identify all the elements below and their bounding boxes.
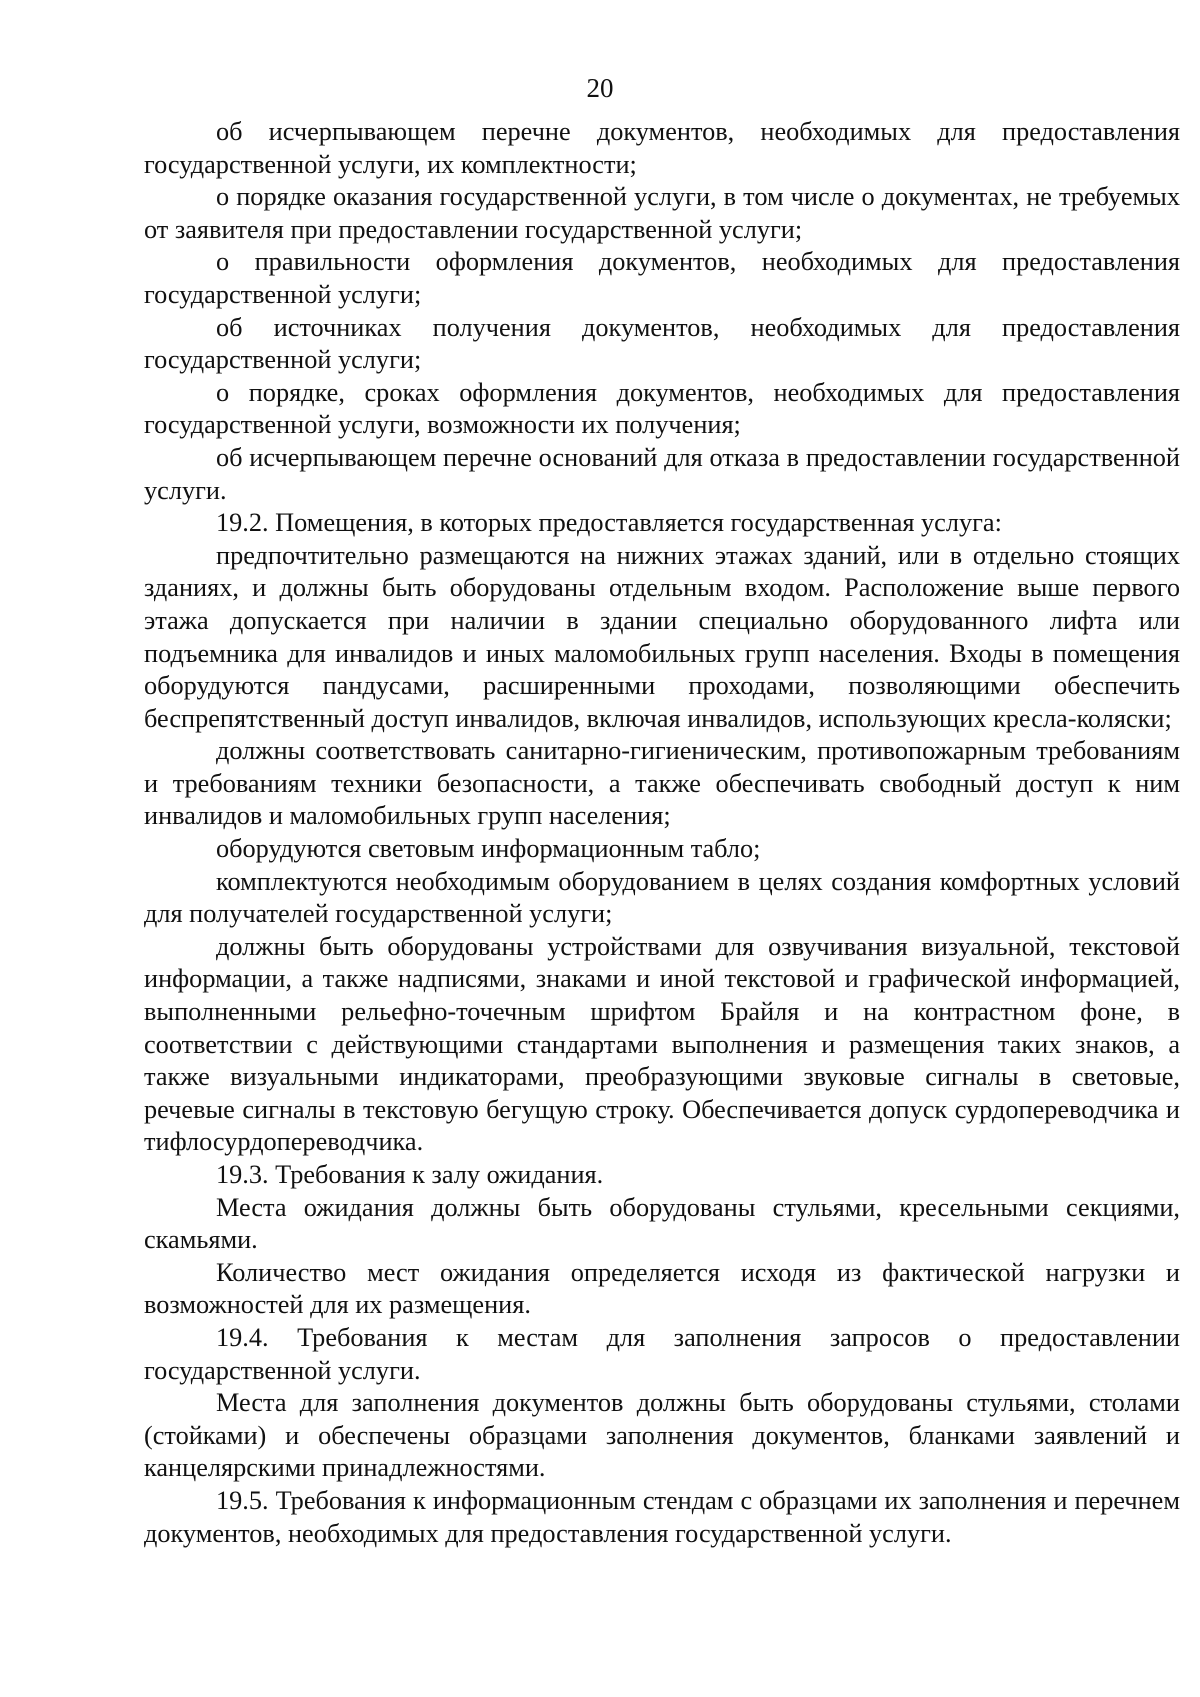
- paragraph-waiting-capacity: Количество мест ожидания определяется исходя из фактической нагрузки и возможностей для их размещения.: [144, 1257, 1180, 1320]
- paragraph-info-refusal-grounds: об исчерпывающем перечне оснований для отказа в предоставлении государственной услуги.: [144, 442, 1180, 505]
- paragraph-waiting-seating: Места ожидания должны быть оборудованы стульями, кресельными секциями, скамьями.: [144, 1192, 1180, 1255]
- paragraph-info-document-correctness: о правильности оформления документов, необходимых для предоставления государственной услуги;: [144, 247, 1180, 309]
- paragraph-filling-places: Места для заполнения документов должны быть оборудованы стульями, столами (стойками) и обеспечены образцами заполнения документов, бланками заявлений и канцелярскими принадлежностями.: [144, 1388, 1180, 1483]
- paragraph-premises-safety: должны соответствовать санитарно-гигиеническим, противопожарным требованиям и требованиям техники безопасности, а также обеспечивать свободный доступ к ним инвалидов и маломобильных групп населения;: [144, 736, 1180, 831]
- paragraph-premises-location: предпочтительно размещаются на нижних этажах зданий, или в отдельно стоящих зданиях, и должны быть оборудованы отдельным входом. Расположение выше первого этажа допускается при наличии в здании специально оборудованного лифта или подъемника для инвалидов и иных маломобильных групп населения. Входы в помещения оборудуются пандусами, расширенными проходами, позволяющими обеспечить беспрепятственный доступ инвалидов, включая инвалидов, использующих кресла-коляски;: [144, 540, 1180, 733]
- paragraph-info-document-terms: о порядке, сроках оформления документов, необходимых для предоставления государственной услуги, возможности их получения;: [144, 377, 1180, 440]
- section-heading-19-2: 19.2. Помещения, в которых предоставляется государственная услуга:: [216, 508, 1002, 538]
- paragraph-info-service-order: о порядке оказания государственной услуги, в том числе о документах, не требуемых от заявителя при предоставлении государственной услуги;: [144, 182, 1180, 244]
- section-heading-19-5: 19.5. Требования к информационным стендам с образцами их заполнения и перечнем документов, необходимых для предоставления государственной услуги.: [144, 1485, 1180, 1548]
- document-body: [144, 116, 1180, 1550]
- section-heading-19-3: 19.3. Требования к залу ожидания.: [216, 1160, 604, 1189]
- paragraph-info-document-sources: об источниках получения документов, необходимых для предоставления государственной услуги;: [144, 312, 1180, 375]
- paragraph-premises-accessibility: должны быть оборудованы устройствами для озвучивания визуальной, текстовой информации, а также надписями, знаками и иной текстовой и графической информацией, выполненными рельефно-точечным шрифтом Брайля и на контрастном фоне, в соответствии с действующими стандартами выполнения и размещения таких знаков, а также визуальными индикаторами, преобразующими звуковые сигналы в световые, речевые сигналы в текстовую бегущую строку. Обеспечивается допуск сурдопереводчика и тифлосурдопереводчика.: [144, 931, 1180, 1157]
- paragraph-premises-equipment: комплектуются необходимым оборудованием в целях создания комфортных условий для получателей государственной услуги;: [144, 866, 1180, 929]
- section-heading-19-4: 19.4. Требования к местам для заполнения запросов о предоставлении государственной услуги.: [144, 1322, 1180, 1385]
- page-number: 20: [586, 73, 614, 103]
- paragraph-info-exhaustive-list: об исчерпывающем перечне документов, необходимых для предоставления государственной услуги, их комплектности;: [144, 117, 1180, 179]
- paragraph-premises-light-board: оборудуются световым информационным табло;: [216, 834, 761, 864]
